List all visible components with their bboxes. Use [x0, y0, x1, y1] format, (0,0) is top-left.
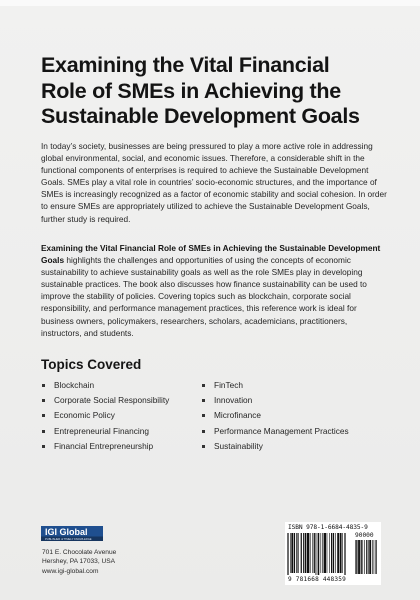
topics-heading: Topics Covered — [41, 357, 142, 372]
barcode-bar — [312, 533, 313, 573]
barcode-bar — [329, 533, 330, 573]
topic-label: Microfinance — [214, 410, 262, 421]
topic-item — [41, 439, 211, 454]
topic-label: FinTech — [214, 380, 244, 390]
topic-item — [41, 424, 211, 439]
intro-paragraph: In today’s society, businesses are being pressured to play a more active role in addressing global environmental, social, and economic issues. Therefore, a considerable shift in the functional components of enterprises is required to achieve the Sustainable Development Goals. SMEs play a vital role in countries’ socio-economic structures, and the importance of SMEs is increasingly recognized as a factor of economic stability and social cohesion. In order to ensure SMEs are appropriately utilized to achieve the Sustainable Development Goals, further study is required. — [41, 141, 387, 224]
barcode-bar — [374, 540, 375, 574]
topic-label: Innovation — [214, 395, 253, 406]
barcode-bar — [356, 540, 357, 574]
logo-text: IGI Global — [45, 527, 88, 538]
description-book-title: Examining the Vital Financial Role of SMEs in Achieving the Sustainable Development Goals — [41, 243, 381, 266]
barcode-bar — [327, 533, 328, 573]
barcode-bar — [366, 540, 367, 574]
topic-item — [41, 408, 211, 423]
barcode-bar — [288, 533, 289, 575]
square-bullet-icon — [42, 384, 45, 387]
barcode-bar — [324, 533, 326, 573]
barcode-bar — [301, 533, 302, 573]
address-line-2: Hershey, PA 17033, USA — [42, 558, 116, 566]
barcode-bar — [342, 533, 343, 573]
topic-label: Sustainability — [214, 440, 263, 451]
topic-item — [41, 393, 211, 408]
barcode-bar — [291, 533, 293, 573]
topic-label: Financial Entrepreneurship — [54, 440, 154, 451]
topic-item — [201, 408, 361, 423]
barcode-bar — [362, 540, 363, 574]
square-bullet-icon — [202, 384, 205, 387]
barcode-bar — [307, 533, 309, 573]
barcode-bar — [333, 533, 334, 573]
ean-barcode — [287, 533, 351, 575]
barcode-bar — [318, 533, 319, 575]
top-edge — [0, 0, 420, 6]
barcode-bar — [369, 540, 371, 574]
barcode-panel — [285, 522, 381, 585]
topic-label: Entrepreneurial Financing — [54, 425, 150, 436]
address-line-1: 701 E. Chocolate Avenue — [42, 549, 117, 556]
square-bullet-icon — [202, 430, 205, 433]
title-line-1: Examining the Vital Financial — [41, 53, 330, 77]
barcode-bar — [372, 540, 373, 574]
topic-item — [201, 378, 361, 393]
barcode-bar — [305, 533, 306, 573]
topic-item — [201, 393, 361, 408]
topic-item — [41, 378, 211, 393]
title-line-2: Role of SMEs in Achieving the — [41, 78, 341, 103]
barcode-bar — [310, 533, 311, 573]
isbn-text: ISBN 978-1-6684-4835-9 — [288, 524, 368, 531]
square-bullet-icon — [202, 445, 205, 448]
topic-label: Blockchain — [54, 380, 95, 390]
ean-addon-barcode — [355, 540, 377, 575]
topic-item — [201, 424, 361, 439]
topics-list-left — [41, 378, 211, 454]
logo-tagline: PUBLISHER of TIMELY KNOWLEDGE — [45, 538, 92, 541]
barcode-bar — [364, 540, 365, 574]
barcode-bar — [340, 533, 342, 573]
square-bullet-icon — [202, 399, 205, 402]
igi-global-logo — [41, 526, 103, 541]
square-bullet-icon — [42, 399, 45, 402]
square-bullet-icon — [42, 414, 45, 417]
barcode-bar — [355, 540, 356, 574]
barcode-bar — [345, 533, 346, 575]
barcode-bar — [322, 533, 323, 573]
price-code: 90000 — [355, 532, 374, 539]
barcode-bar — [361, 540, 362, 574]
barcode-bar — [296, 533, 297, 573]
barcode-bar — [375, 540, 376, 574]
cover-title — [41, 53, 386, 130]
square-bullet-icon — [42, 445, 45, 448]
barcode-bar — [335, 533, 336, 573]
title-line-3: Sustainable Development Goals — [41, 104, 360, 128]
barcode-bar — [287, 533, 288, 575]
barcode-bar — [314, 533, 315, 573]
barcode-bar — [298, 533, 299, 573]
barcode-bar — [337, 533, 339, 573]
topic-label: Economic Policy — [54, 410, 115, 421]
topic-label: Performance Management Practices — [214, 425, 349, 436]
square-bullet-icon — [42, 430, 45, 433]
barcode-bar — [303, 533, 304, 573]
barcode-bar — [317, 533, 318, 575]
barcode-bar — [294, 533, 295, 573]
barcode-bar — [344, 533, 345, 575]
barcode-bar — [331, 533, 332, 573]
barcode-digits: 9 781668 448359 — [288, 576, 347, 583]
barcode-bar — [320, 533, 321, 573]
square-bullet-icon — [202, 414, 205, 417]
topic-label: Corporate Social Responsibility — [54, 395, 170, 406]
barcode-bar — [368, 540, 369, 574]
barcode-bar — [358, 540, 360, 574]
description-paragraph — [41, 242, 387, 339]
barcode-bar — [316, 533, 317, 575]
description-text: highlights the challenges and opportunities of using the concepts of economic sustainability to achieve sustainability goals as well as the role SMEs play in developing sustainable practices. The book also discusses how finance sustainability can be used to improve the stability of policies. Covering topics such as blockchain, corporate social responsibility, and performance management practices, this reference work is ideal for business owners, policymakers, researchers, scholars, academicians, practitioners, instructors, and students. — [41, 255, 367, 338]
topics-list-right — [201, 378, 361, 454]
barcode-bar — [290, 533, 291, 573]
publisher-website: www.igi-global.com — [42, 567, 99, 575]
topic-item — [201, 439, 361, 454]
publisher-address — [42, 548, 116, 576]
